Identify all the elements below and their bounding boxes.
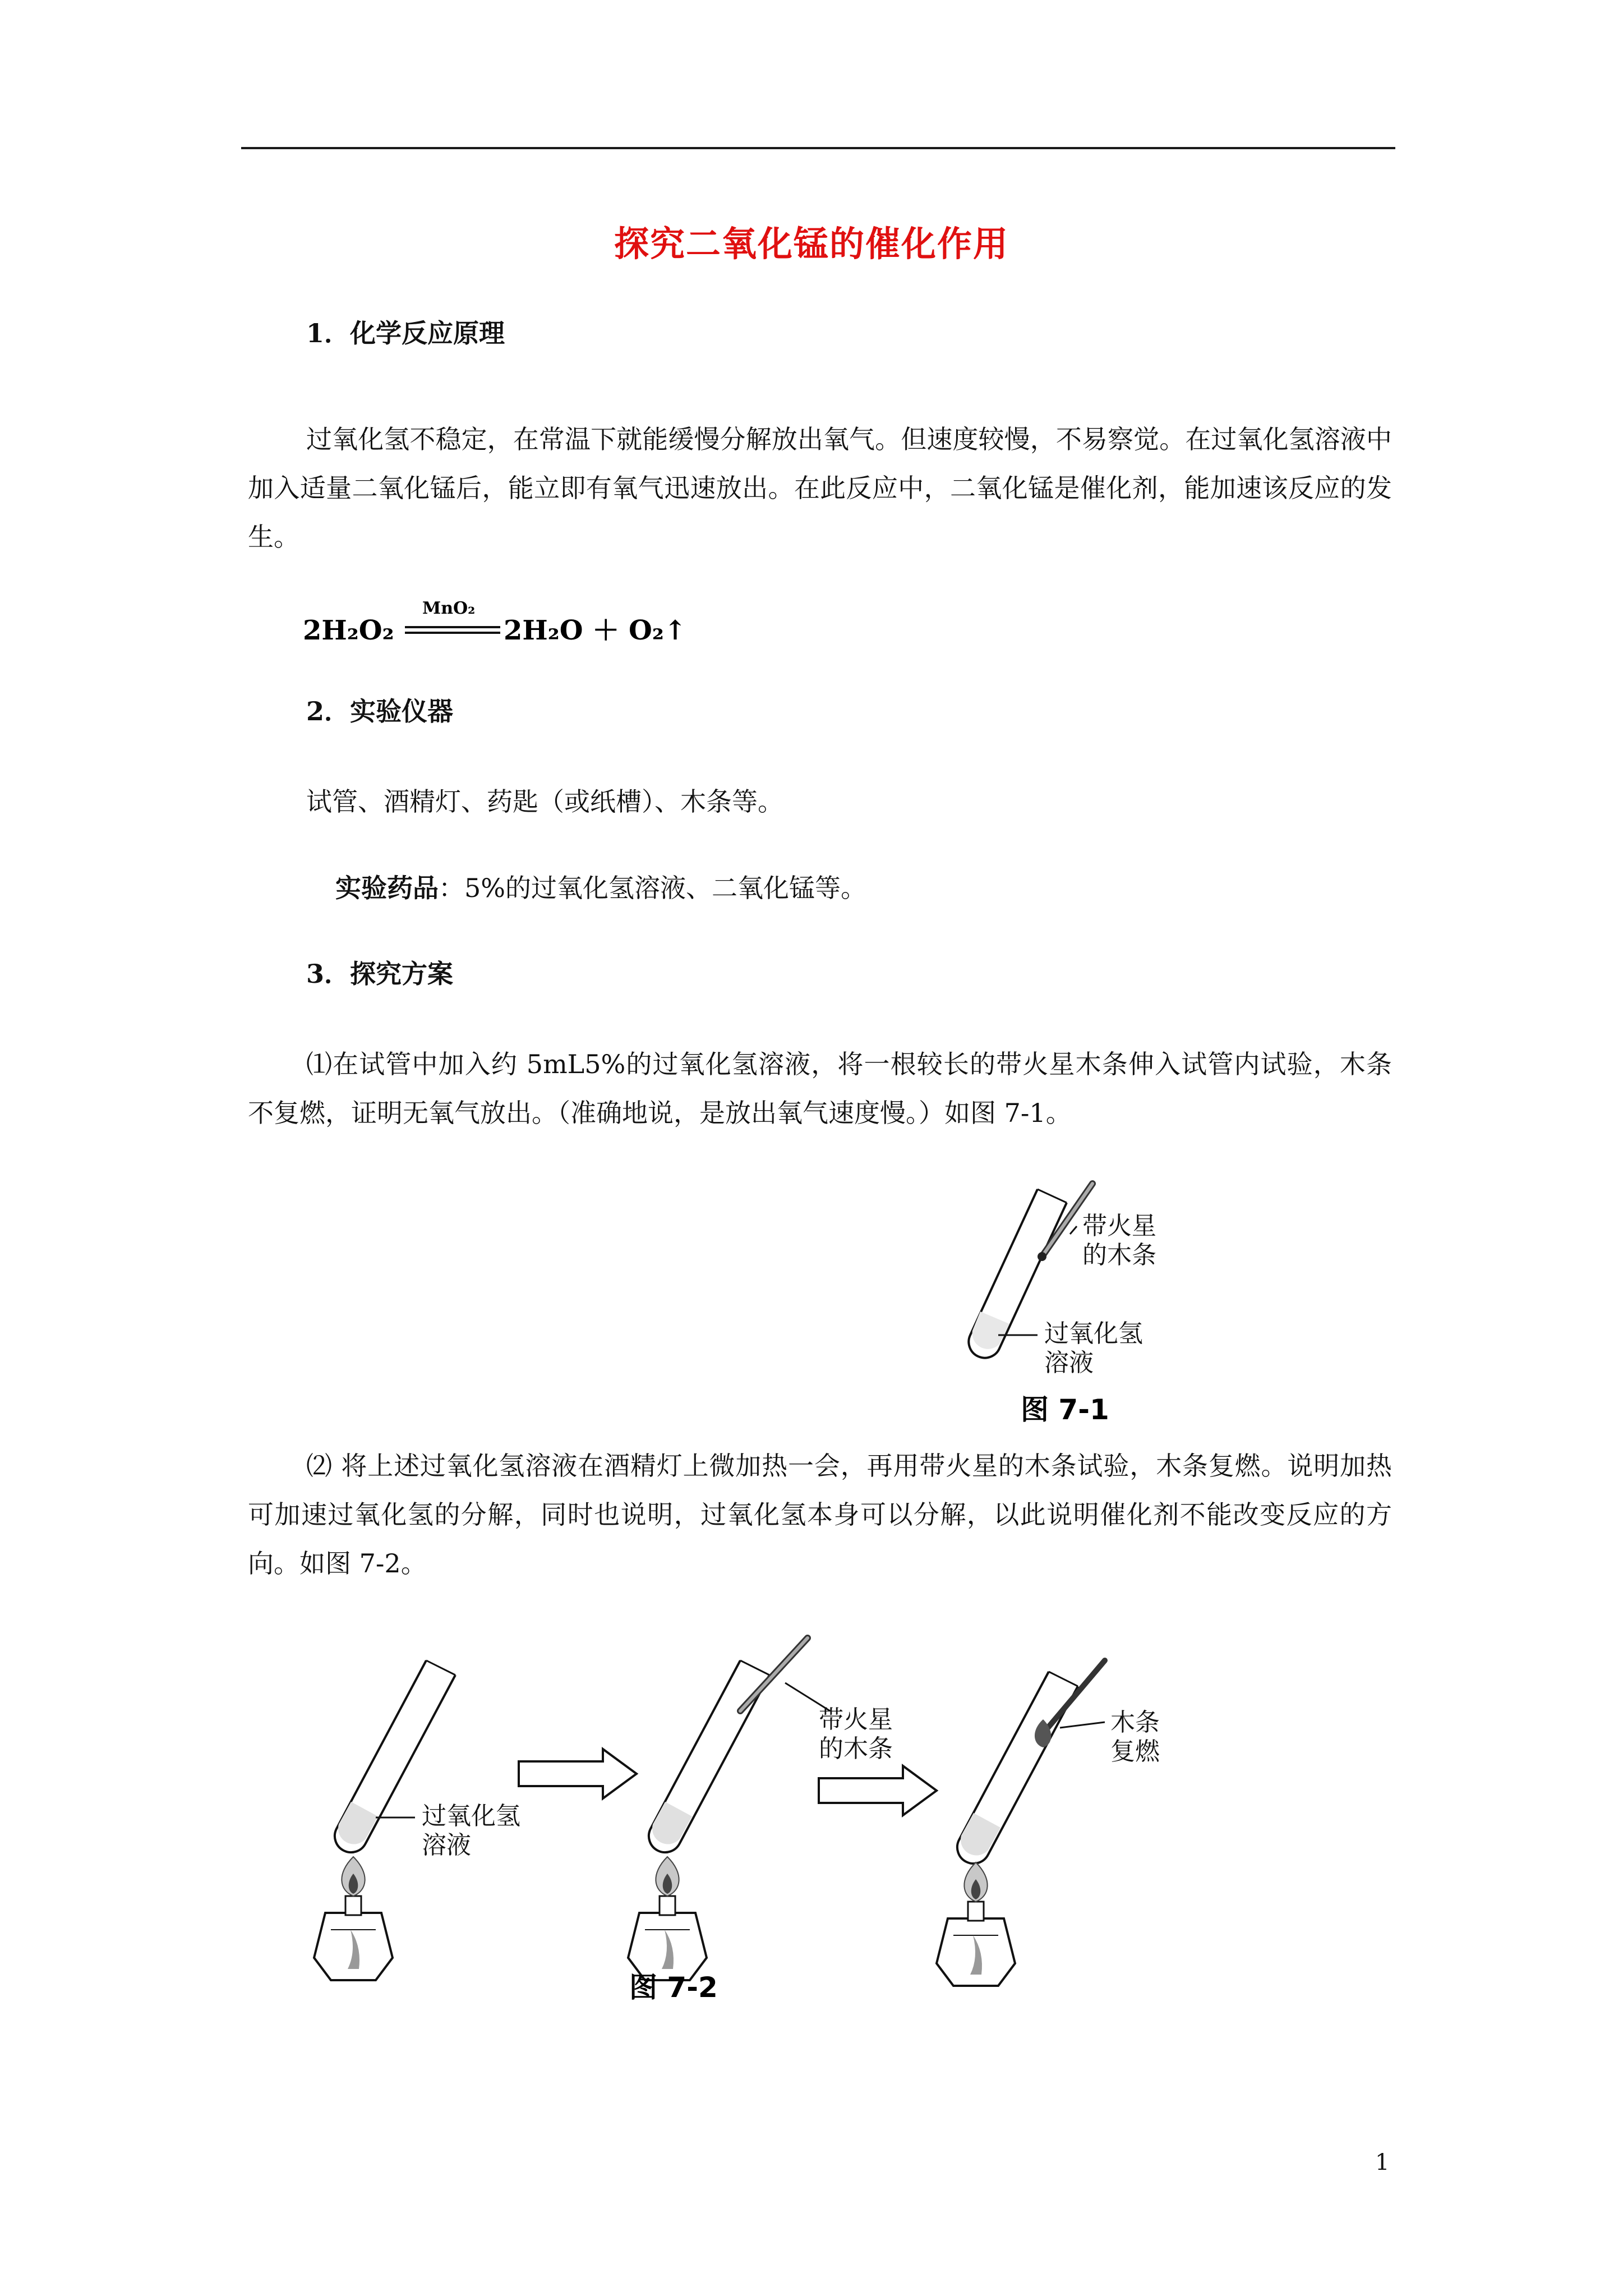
figure-7-1-caption: 图 7-1 [1021, 1393, 1109, 1426]
setup-3-relight-icon [937, 1660, 1105, 1986]
reagents-line [335, 864, 866, 913]
label-stick-line1: 带火星 [1082, 1212, 1156, 1240]
section-2-heading: 2．实验仪器 [306, 696, 454, 726]
label-stick-line2: 的木条 [1082, 1241, 1156, 1269]
leader-line-stick [1070, 1226, 1077, 1234]
fig2-label-solution-line1: 过氧化氢 [422, 1802, 520, 1830]
section-1-paragraph: 过氧化氢不稳定，在常温下就能缓慢分解放出氧气。但速度较慢，不易察觉。在过氧化氢溶液中加入适量二氧化锰后，能立即有氧气迅速放出。在此反应中，二氧化锰是催化剂，能加速该反应的发生。 [248, 424, 1392, 552]
fig2-label-stick-line1: 带火星 [819, 1705, 893, 1734]
fig2-label-relight-line1: 木条 [1110, 1708, 1160, 1737]
step-1-paragraph: ⑴在试管中加入约 5mL5%的过氧化氢溶液，将一根较长的带火星木条伸入试管内试验，木条不复燃，证明无氧气放出。（准确地说，是放出氧气速度慢。）如图 7-1。 [248, 1049, 1392, 1128]
section-1-heading: 1．化学反应原理 [306, 318, 505, 348]
label-solution-line1: 过氧化氢 [1044, 1319, 1143, 1348]
arrow-right-icon [819, 1766, 937, 1815]
label-solution-line2: 溶液 [1044, 1349, 1094, 1377]
setup-2-heating-icon [628, 1638, 808, 1980]
figure-7-2 [292, 1627, 1245, 2019]
section-3-heading: 3．探究方案 [306, 959, 454, 989]
instruments-list: 试管、酒精灯、药匙（或纸槽）、木条等。 [306, 786, 783, 817]
equation-rhs: 2H₂O ＋ O₂↑ [504, 615, 687, 646]
chemical-equation [303, 595, 751, 662]
arrow-right-icon [519, 1749, 637, 1798]
header-rule [241, 147, 1395, 149]
fig2-label-stick-line2: 的木条 [819, 1734, 893, 1763]
page-title: 探究二氧化锰的催化作用 [614, 223, 1009, 264]
equation-catalyst: MnO₂ [422, 599, 476, 618]
leader-line-relight [1060, 1722, 1105, 1728]
step-2-paragraph: ⑵ 将上述过氧化氢溶液在酒精灯上微加热一会，再用带火星的木条试验，木条复燃。说明加热可加速过氧化氢的分解，同时也说明，过氧化氢本身可以分解，以此说明催化剂不能改变反应的方向。如图 7-2。 [248, 1451, 1392, 1579]
figure-7-2-caption: 图 7-2 [629, 1971, 718, 2004]
fig2-label-relight-line2: 复燃 [1110, 1737, 1160, 1766]
page-number: 1 [1375, 2150, 1390, 2175]
fig2-label-solution-line2: 溶液 [422, 1831, 471, 1860]
reagents-text: ：5%的过氧化氢溶液、二氧化锰等。 [439, 873, 866, 903]
figure-7-1 [948, 1172, 1228, 1430]
reagents-label: 实验药品 [335, 873, 439, 903]
equation-lhs: 2H₂O₂ [303, 615, 394, 646]
